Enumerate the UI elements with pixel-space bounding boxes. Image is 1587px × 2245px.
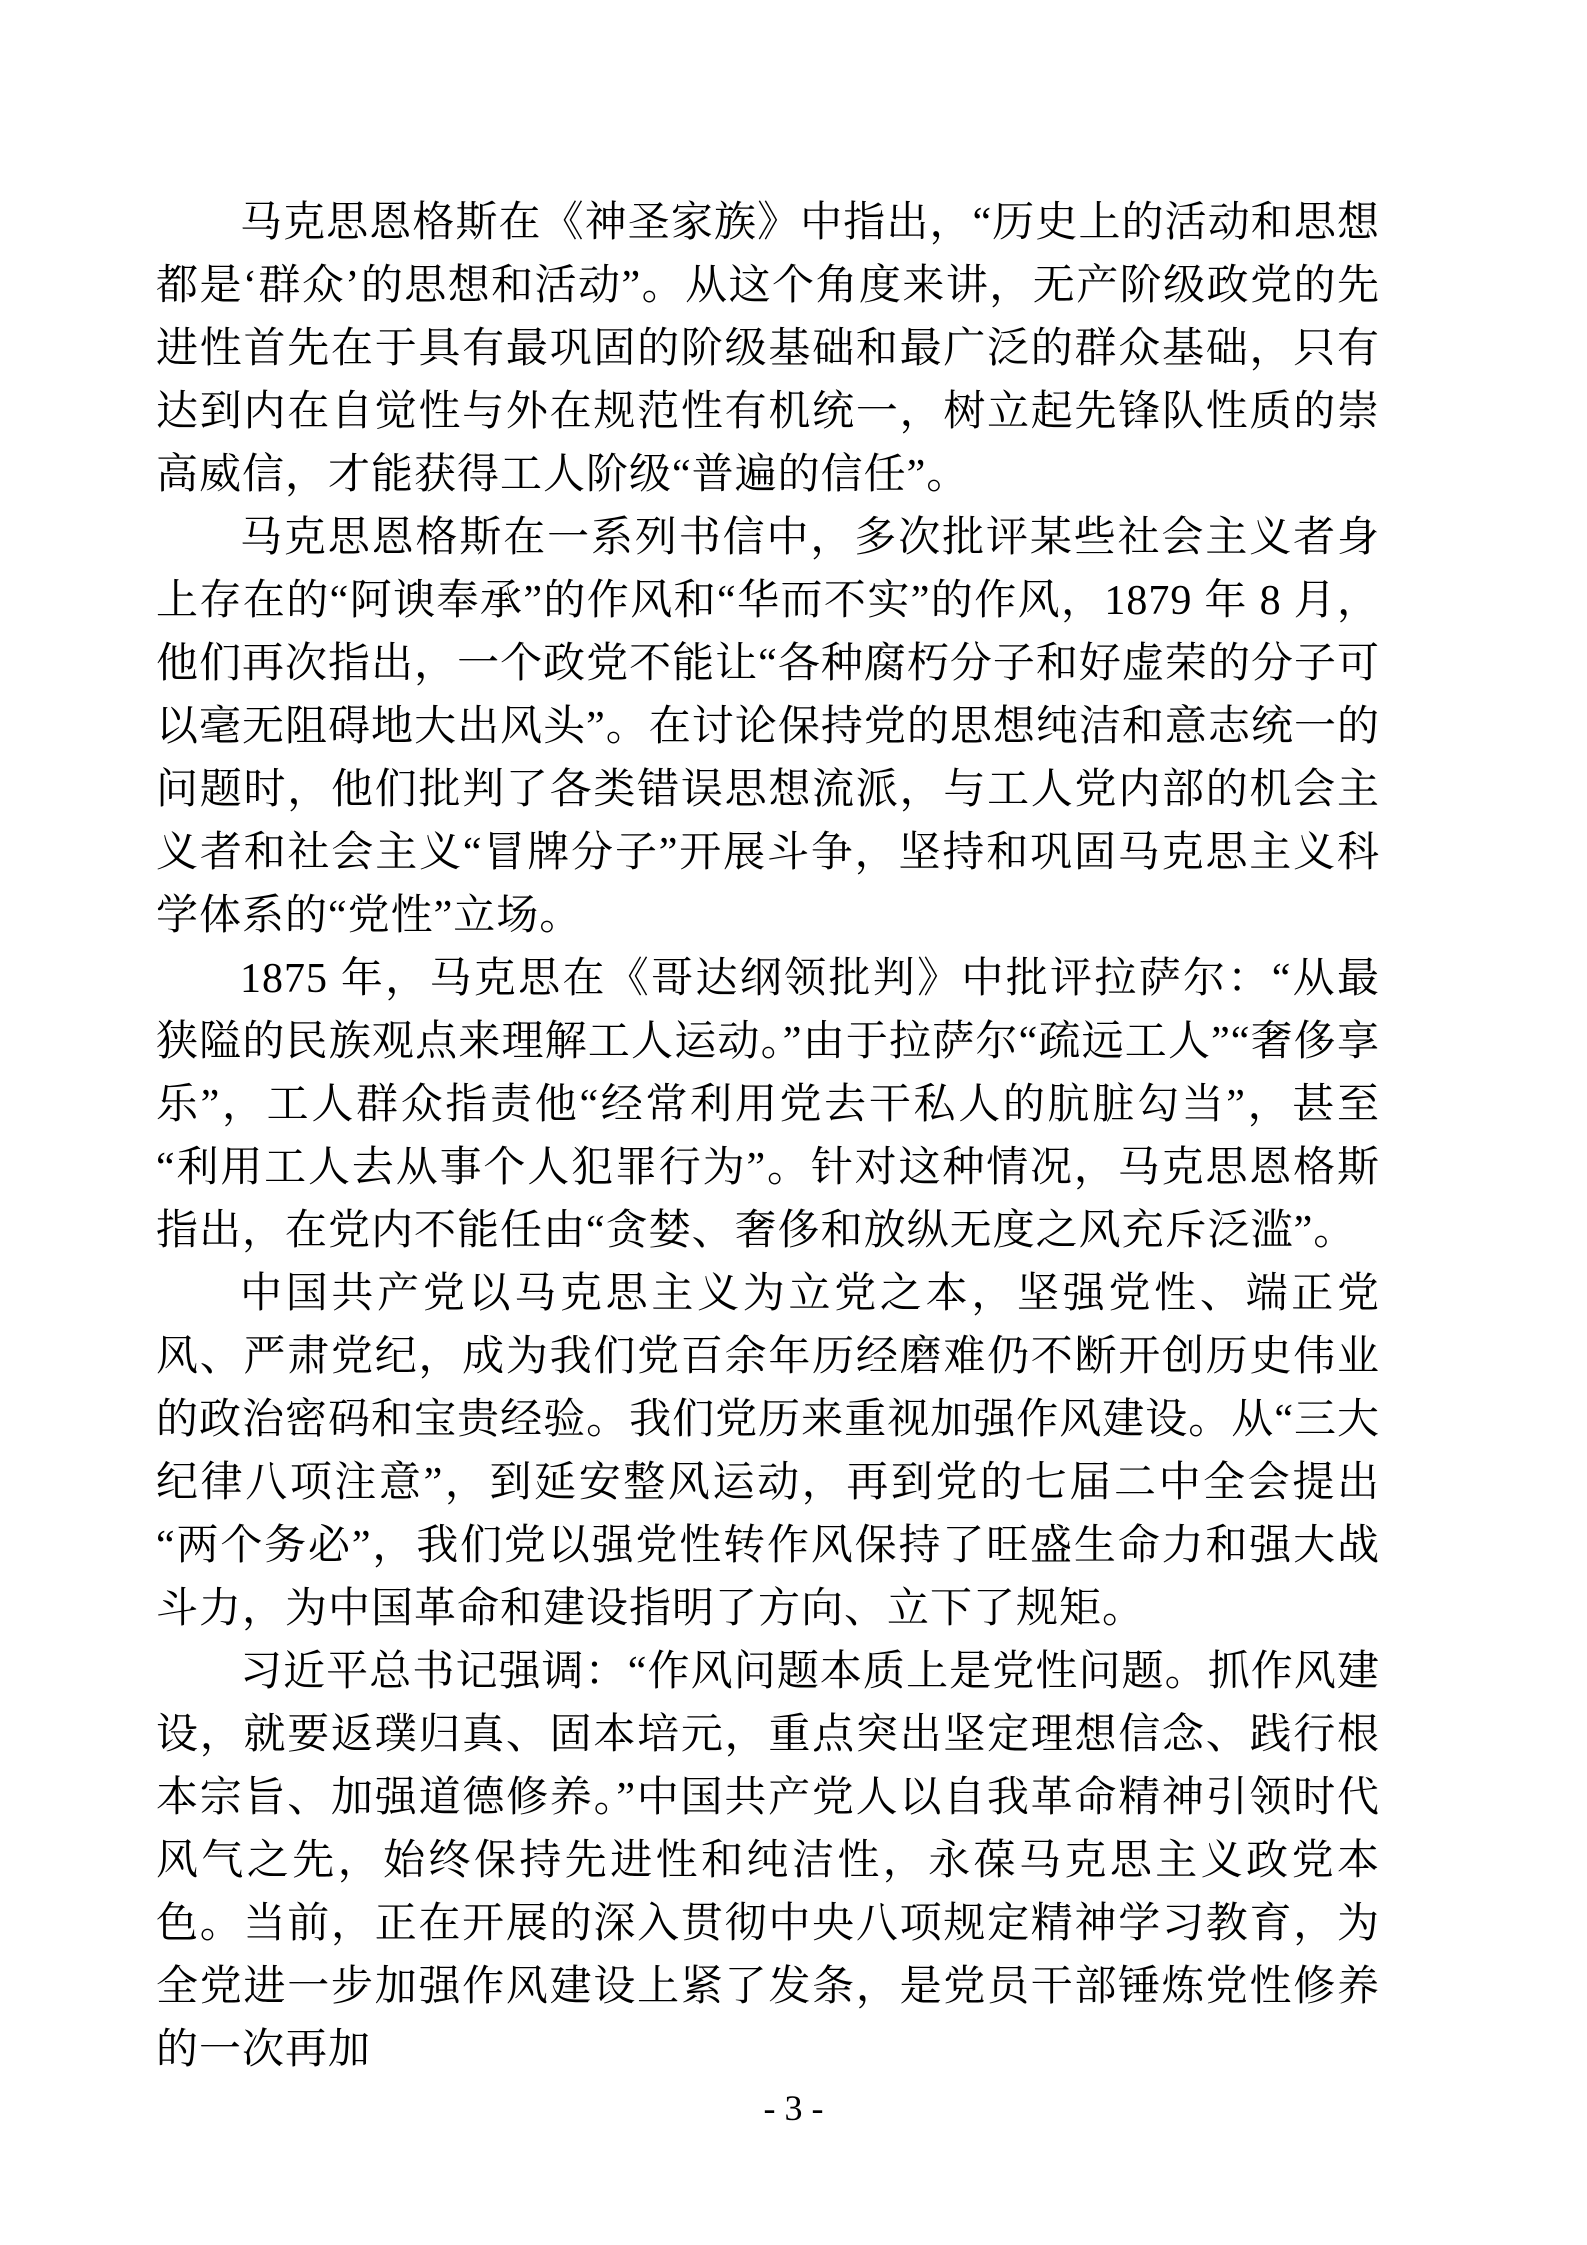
paragraph-2: 马克思恩格斯在一系列书信中，多次批评某些社会主义者身上存在的“阿谀奉承”的作风和“华而不实”的作风，1879 年 8 月，他们再次指出，一个政党不能让“各种腐朽分子和好虚荣的分子可以毫无阻碍地大出风头”。在讨论保持党的思想纯洁和意志统一的问题时，他们批判了各类错误思想流派，与工人党内部的机会主义者和社会主义“冒牌分子”开展斗争，坚持和巩固马克思主义科学体系的“党性”立场。 xyxy=(156,515,1380,939)
paragraph-1: 马克思恩格斯在《神圣家族》中指出，“历史上的活动和思想都是‘群众’的思想和活动”。从这个角度来讲，无产阶级政党的先进性首先在于具有最巩固的阶级基础和最广泛的群众基础，只有达到内在自觉性与外在规范性有机统一，树立起先锋队性质的崇高威信，才能获得工人阶级“普遍的信任”。 xyxy=(156,200,1380,498)
paragraph-4: 中国共产党以马克思主义为立党之本，坚强党性、端正党风、严肃党纪，成为我们党百余年历经磨难仍不断开创历史伟业的政治密码和宝贵经验。我们党历来重视加强作风建设。从“三大纪律八项注意”，到延安整风运动，再到党的七届二中全会提出“两个务必”，我们党以强党性转作风保持了旺盛生命力和强大战斗力，为中国革命和建设指明了方向、立下了规矩。 xyxy=(156,1271,1380,1632)
document-body xyxy=(156,192,1380,2082)
page-number: - 3 - xyxy=(763,2088,824,2128)
paragraph-5: 习近平总书记强调：“作风问题本质上是党性问题。抓作风建设，就要返璞归真、固本培元，重点突出坚定理想信念、践行根本宗旨、加强道德修养。”中国共产党人以自我革命精神引领时代风气之先，始终保持先进性和纯洁性，永葆马克思主义政党本色。当前，正在开展的深入贯彻中央八项规定精神学习教育，为全党进一步加强作风建设上紧了发条，是党员干部锤炼党性修养的一次再加 xyxy=(156,1649,1380,2073)
paragraph-3: 1875 年，马克思在《哥达纲领批判》中批评拉萨尔：“从最狭隘的民族观点来理解工人运动。”由于拉萨尔“疏远工人”“奢侈享乐”，工人群众指责他“经常利用党去干私人的肮脏勾当”，甚至“利用工人去从事个人犯罪行为”。针对这种情况，马克思恩格斯指出，在党内不能任由“贪婪、奢侈和放纵无度之风充斥泛滥”。 xyxy=(156,956,1380,1254)
